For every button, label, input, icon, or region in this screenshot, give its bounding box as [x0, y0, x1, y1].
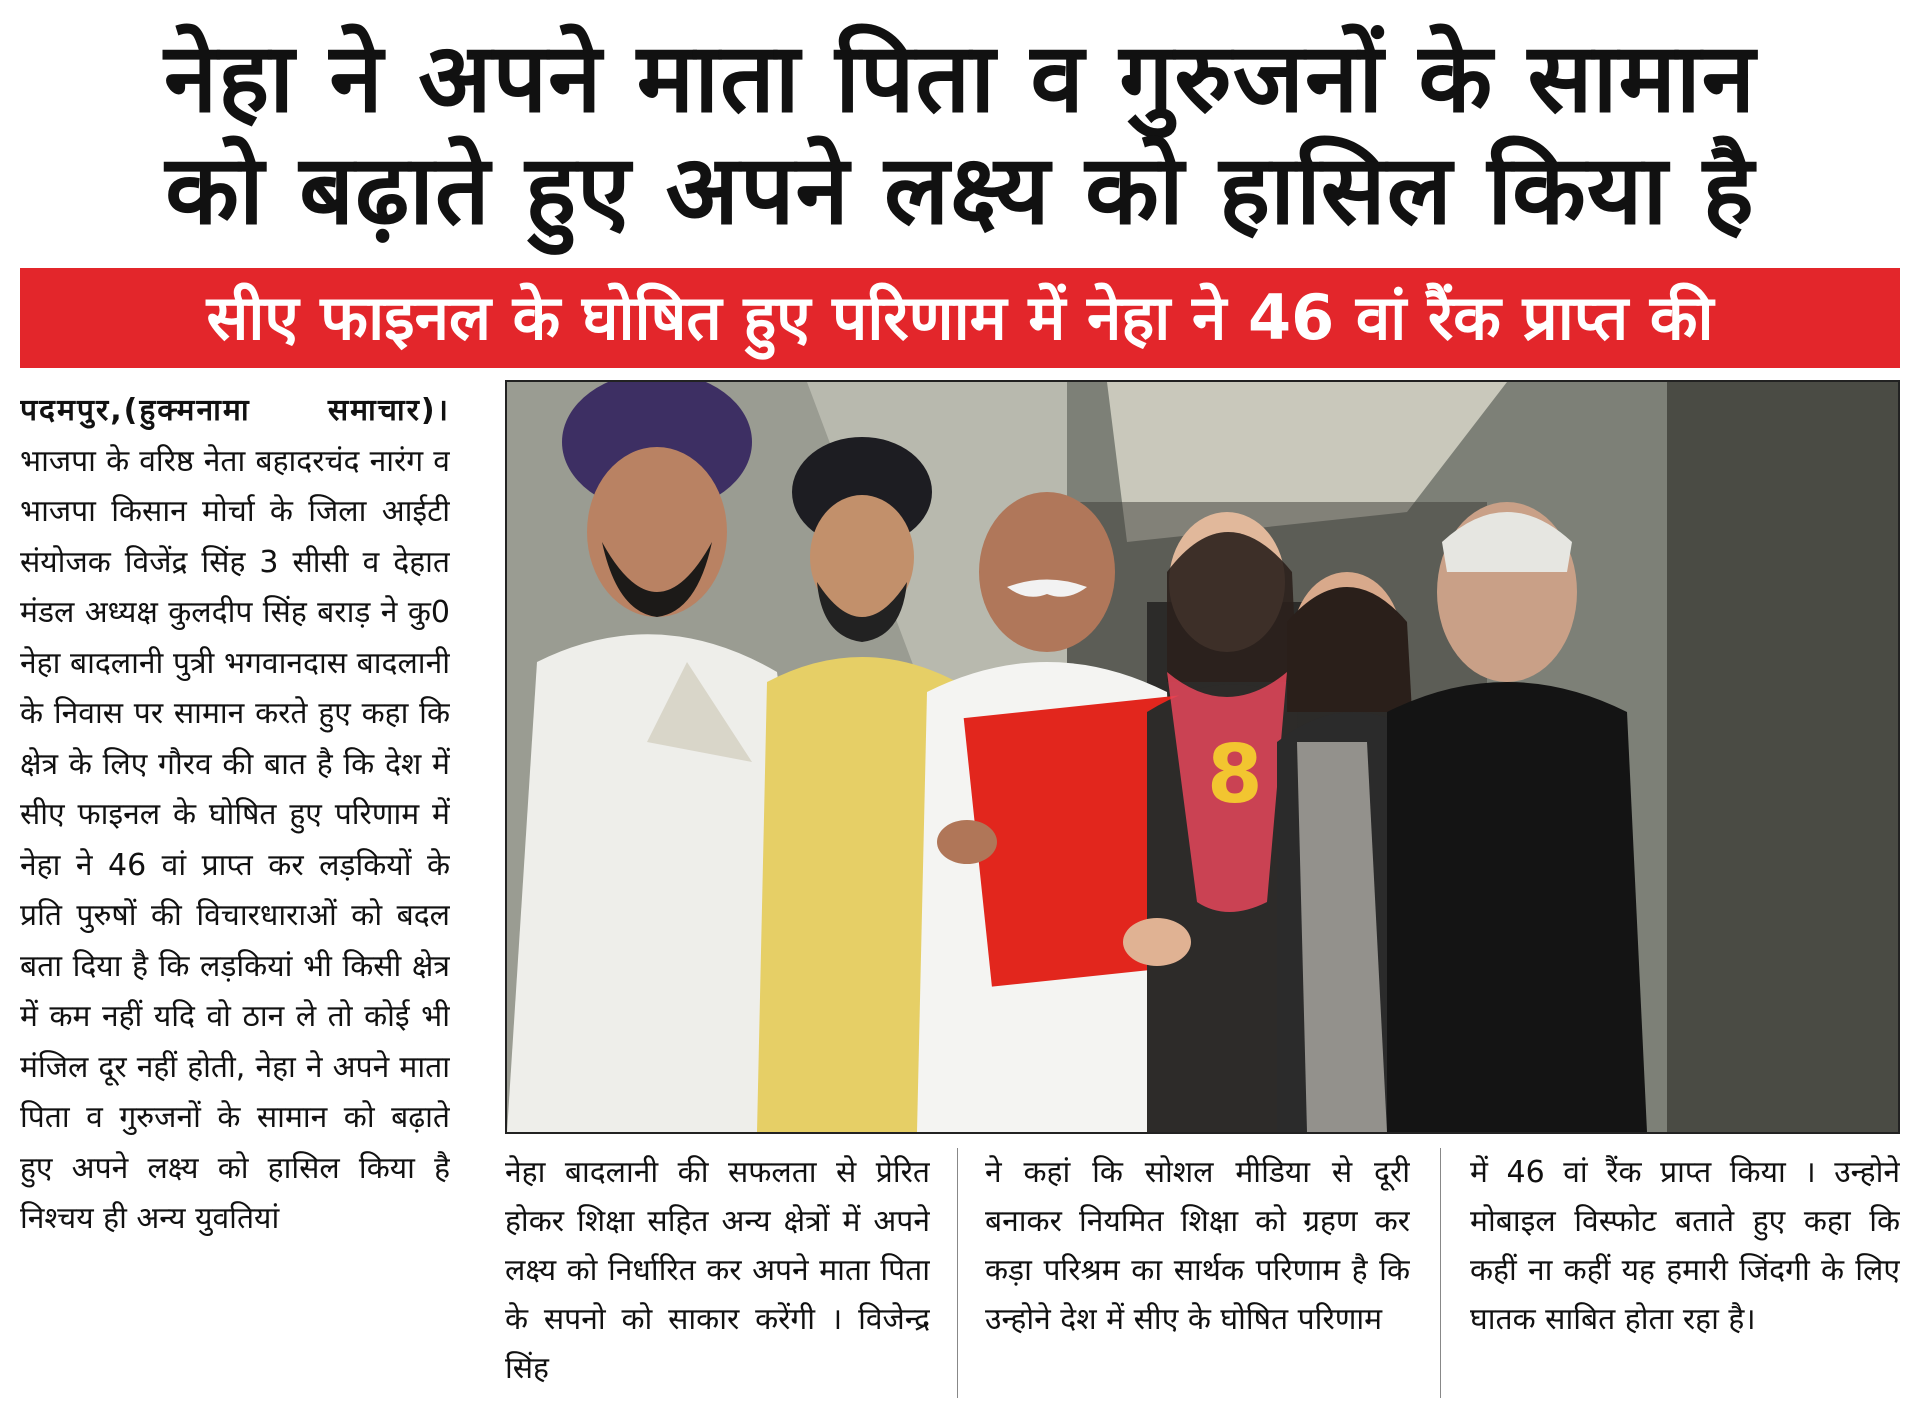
headline [20, 22, 1900, 260]
jersey-number: 8 [1207, 728, 1263, 821]
article-body-left: भाजपा के वरिष्ठ नेता बहादरचंद नारंग व भाजपा किसान मोर्चा के जिला आईटी संयोजक विजेंद्र सिंह 3 सीसी व देहात मंडल अध्यक्ष कुलदीप सिंह बराड़ ने कु0 नेहा बादलानी पुत्री भगवानदास बादलानी के निवास पर सामान करते हुए कहा कि क्षेत्र के लिए गौरव की बात है कि देश में सीए फाइनल के घोषित हुए परिणाम में नेहा ने 46 वां प्राप्त कर लड़कियों के प्रति पुरुषों की विचारधाराओं को बदल बता दिया है कि लड़कियां भी किसी क्षेत्र में कम नहीं यदि वो ठान ले तो कोई भी मंजिल दूर नहीं होती, नेहा ने अपने माता पिता व गुरुजनों के सामान को बढ़ाते हुए अपने लक्ष्य को हासिल किया है निश्चय ही अन्य युवतियां [20, 443, 450, 1236]
dateline: पदमपुर,(हुक्मनामा समाचार)। [20, 393, 450, 428]
article-column-bottom-2: ने कहां कि सोशल मीडिया से दूरी बनाकर नियमित शिक्षा को ग्रहण कर कड़ा परिश्रम का सार्थक परिणाम है कि उन्होने देश में सीए के घोषित परिणाम [985, 1155, 1410, 1337]
photo-illustration [507, 382, 1898, 1132]
headline-line-2: को बढ़ाते हुए अपने लक्ष्य को हासिल किया है [165, 134, 1755, 246]
headline-line-1: नेहा ने अपने माता पिता व गुरुजनों के सामान [163, 22, 1756, 134]
column-divider [957, 1148, 958, 1398]
article-column-bottom-3: में 46 वां रैंक प्राप्त किया । उन्होने मोबाइल विस्फोट बताते हुए कहा कि कहीं ना कहीं यह हमारी जिंदगी के लिए घातक साबित होता रहा है। [1470, 1155, 1900, 1337]
subheadline-banner: सीए फाइनल के घोषित हुए परिणाम में नेहा ने 46 वां रैंक प्राप्त की [20, 268, 1900, 368]
column-divider [1440, 1148, 1441, 1398]
news-photo [505, 380, 1900, 1134]
article-column-bottom-1: नेहा बादलानी की सफलता से प्रेरित होकर शिक्षा सहित अन्य क्षेत्रों में अपने लक्ष्य को निर्धारित कर अपने माता पिता के सपनो को साकार करेंगी । विजेन्द्र सिंह [505, 1155, 930, 1386]
article-column-left [20, 386, 450, 1396]
